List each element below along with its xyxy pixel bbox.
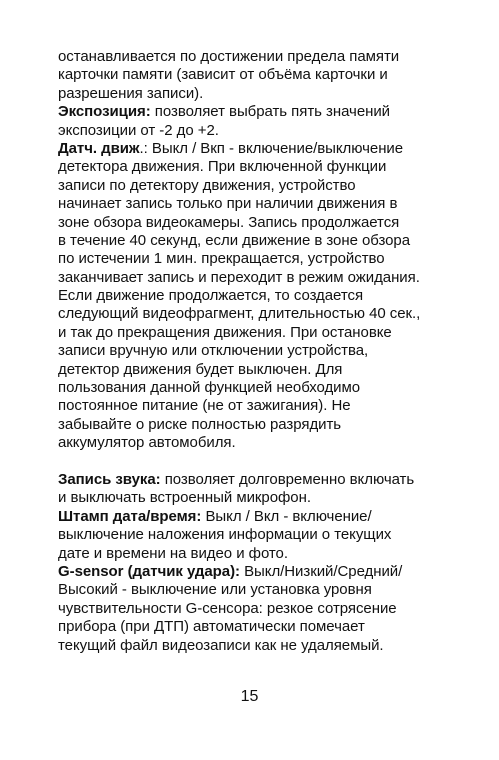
- text-line: начинает запись только при наличии движения в: [58, 195, 398, 213]
- sound-line: [58, 471, 450, 489]
- text-line: детектор движения будет выключен. Для: [58, 360, 343, 378]
- text-line: заканчивает запись и переходит в режим ожидания.: [58, 268, 420, 286]
- exposure-description: позволяет выбрать пять значений: [150, 103, 391, 121]
- text-line: экспозиции от -2 до +2.: [58, 121, 219, 139]
- text-line: следующий видеофрагмент, длительностью 40 сек.,: [58, 305, 421, 323]
- text-line: и выключать встроенный микрофон.: [58, 489, 311, 507]
- text-line: аккумулятор автомобиля.: [58, 434, 236, 452]
- text-line: Если движение продолжается, то создается: [58, 287, 364, 305]
- body-text: [58, 48, 450, 655]
- text-line: выключение наложения информации о текущих: [58, 526, 392, 544]
- text-line: по истечении 1 мин. прекращается, устройство: [58, 250, 385, 268]
- text-line: дате и времени на видео и фото.: [58, 544, 288, 562]
- text-line: в течение 40 секунд, если движение в зоне обзора: [58, 231, 411, 249]
- text-line: карточки памяти (зависит от объёма карточки и: [58, 66, 388, 84]
- exposure-term: Экспозиция:: [58, 103, 151, 121]
- motion-description: .: Выкл / Вкп - включение/выключение: [139, 139, 404, 157]
- text-line: текущий файл видеозаписи как не удаляемый.: [58, 636, 384, 654]
- sound-term: Запись звука:: [58, 470, 161, 488]
- text-line: Высокий - выключение или установка уровня: [58, 581, 372, 599]
- stamp-line: [58, 508, 450, 526]
- text-line: записи вручную или отключении устройства,: [58, 342, 369, 360]
- gsensor-term: G-sensor (датчик удара):: [58, 562, 240, 580]
- text-line: записи по детектору движения, устройство: [58, 176, 356, 194]
- page-number: 15: [240, 688, 259, 705]
- text-line: детектора движения. При включенной функции: [58, 158, 387, 176]
- motion-term: Датч. движ: [58, 139, 140, 157]
- text-line: и так до прекращения движения. При остановке: [58, 323, 392, 341]
- gsensor-description: Выкл/Низкий/Средний/: [239, 562, 403, 580]
- text-line: пользования данной функцией необходимо: [58, 379, 361, 397]
- stamp-term: Штамп дата/время:: [58, 507, 202, 525]
- text-line: постоянное питание (не от зажигания). Не: [58, 397, 351, 415]
- text-line: прибора (при ДТП) автоматически помечает: [58, 618, 365, 636]
- text-line: останавливается по достижении предела памяти: [58, 48, 400, 65]
- text-line: разрешения записи).: [58, 84, 204, 102]
- paragraph-gap: [58, 453, 450, 471]
- sound-description: позволяет долговременно включать: [160, 470, 415, 488]
- exposure-line: [58, 103, 450, 121]
- text-line: зоне обзора видеокамеры. Запись продолжается: [58, 213, 400, 231]
- motion-line: [58, 140, 450, 158]
- gsensor-line: [58, 563, 450, 581]
- text-line: забывайте о риске полностью разрядить: [58, 415, 342, 433]
- text-line: чувствительности G-сенсора: резкое сотрясение: [58, 599, 397, 617]
- stamp-description: Выкл / Вкл - включение/: [201, 507, 372, 525]
